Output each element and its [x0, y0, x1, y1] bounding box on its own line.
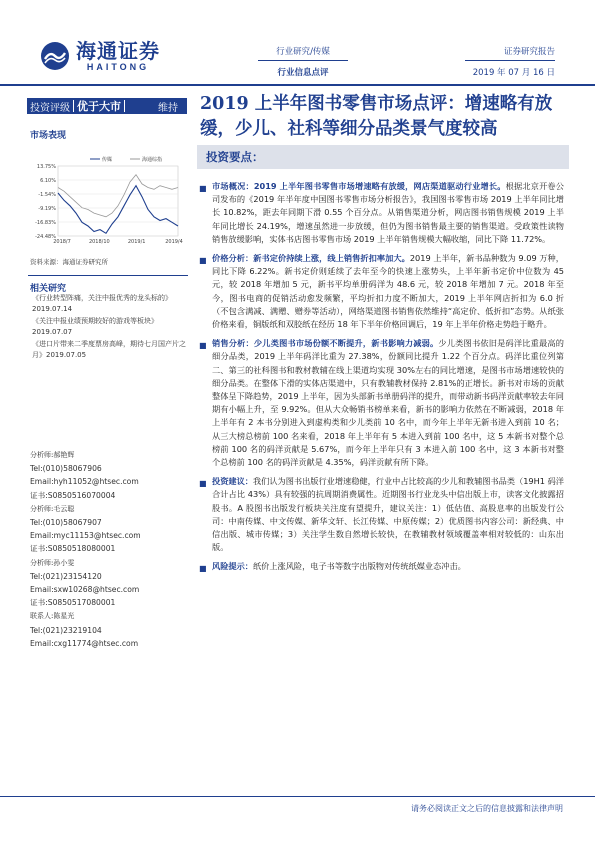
related-item-title[interactable]: 《进口片带来二季度票房高峰，期待七月国产片之月》: [32, 340, 186, 359]
related-section-title: 相关研究: [30, 284, 67, 294]
plot-area: [58, 166, 178, 236]
key-point-lead: 风险提示：: [212, 561, 253, 572]
company-logo: [40, 40, 160, 72]
x-tick-label: 2019/1: [127, 239, 146, 245]
related-list: [32, 293, 190, 362]
analyst-card: [30, 610, 190, 650]
x-tick-label: 2018/10: [88, 239, 110, 245]
analyst-role: 联系人:陈星光: [30, 612, 75, 621]
y-tick-label: -1.54%: [38, 192, 56, 198]
related-item[interactable]: [32, 293, 190, 315]
related-item-date: 2019.07.14: [32, 305, 73, 313]
bullet-icon: ■: [199, 479, 207, 489]
analyst-tel: Tel:(021)23154120: [30, 571, 102, 581]
key-point-lead: 市场概况：2019 上半年图书零售市场增速略有放缓，网店渠道驱动行业增长。: [212, 181, 506, 191]
header-divider-right: [465, 60, 555, 61]
analyst-tel: Tel:(021)23219104: [30, 625, 102, 635]
report-title: 2019 上半年图书零售市场点评：增速略有放缓，少儿、社科等细分品类景气度较高: [200, 94, 553, 139]
company-name-cn: 海通证券: [76, 39, 160, 63]
report-date: 2019 年 07 月 16 日: [472, 68, 555, 78]
footer-rule: [0, 796, 595, 797]
bullet-icon: ■: [199, 564, 207, 574]
x-tick-label: 2018/7: [53, 239, 71, 245]
y-tick-label: -9.19%: [38, 206, 56, 212]
header-divider-mid: [258, 60, 348, 61]
header-rule: [0, 84, 595, 86]
analyst-card: [30, 503, 190, 556]
rating-status: 维持: [158, 102, 178, 114]
key-point-lead: 价格分析：新书定价持续上涨，线上销售折扣率加大。: [212, 253, 410, 264]
key-point-text: 少儿类图书依旧是码洋比重最高的细分品类，2019 上半年码洋比重为 27.38%，份额同比提升 1.22 个百分点。码洋比重位列第二、第三的社科图书和教材教辅在线上渠道均实现 30%左右的同比增速，是图书市场增速较快的细分品类。在整体下滑的实体店渠道中，只有教辅教材保持 2.81%的正增长。新书对市场的贡献整体呈下降趋势，2019 上半年，因为头部新书单册码洋的提升，而带动新书码洋贡献率较去年同期有小幅上升，至 9.92%。但从大众畅销书榜单来看，新书的影响力依然在不断减弱，2018 年上半年有 2 本书分别进入到虚构类和少儿类前 10 名中，而今年上半年无新书进入到前 10 名；从三大榜总榜前 100 名来看，2018 年上半年有 5 本进入到前 100 名中，这 5 本新书对整个总榜前 100 名的码洋贡献是 5.67%，而今年上半年只有 3 本进入前 100 名中，这 3 本新书对整个总榜前 100 名的码洋贡献是 4.35%，码洋贡献有所下降。: [212, 338, 564, 468]
analyst-tel: Tel:(010)58067907: [30, 518, 102, 528]
analyst-email[interactable]: Email:hyh11052@htsec.com: [30, 477, 139, 487]
analyst-list: [30, 449, 190, 651]
key-point-paragraph: [199, 560, 564, 574]
analyst-cert: 证书:S0850517080001: [30, 598, 116, 608]
header-report-label: 证券研究报告: [503, 47, 555, 57]
series-line-index: [58, 175, 178, 217]
x-tick-label: 2019/4: [165, 239, 183, 245]
y-tick-label: 13.75%: [36, 164, 56, 170]
key-points-label: 投资要点：: [206, 150, 264, 164]
key-point-text: 纸价上涨风险，电子书等数字出版物对传统纸媒业态冲击。: [252, 561, 466, 572]
key-point-text: 2019 上半年，新书品种数为 9.09 万种，同比下降 6.22%。新书定价则延续了去年至今的快速上涨势头，上半年新书定价中位数为 45 元，较 2018 年增加 5 元，新书平均单册码洋为 48.6 元，较 2018 年增加 7 元。2018 年至今，图书电商的促销活动愈发频繁，平均折扣力度不断加大，2019 上半年网店折扣为 6.0 折（不包含满减、满赠、赠券等活动），网络渠道图书销售依然维持“高定价、低折扣”态势。从纸张价格来看，铜版纸和双胶纸在经历 18 年下半年价格回调后，19 年上半年价格走势趋于略升。: [212, 253, 564, 330]
series-line-media: [58, 186, 178, 234]
rating-label: 投资评级: [30, 102, 70, 114]
key-point-text: 我们认为图书出版行业增速稳健，行业中占比较高的少儿和教辅图书品类（19H1 码洋合计占比 43%）具有较强的抗周期消费属性。近期图书行业龙头中信出版上市，读客文化披露招股书。A 股图书出版发行板块关注度有望提升，建议关注：1）低估值、高股息率的出版发行公司：中南传媒、中文传媒、新华文轩、长江传媒、中原传媒；2）优质图书内容公司：新经典、中信出版、城市传媒；3）关注学生数自然增长较快，在教辅教材领域覆盖率相对较低的：山东出版。: [212, 476, 564, 553]
market-section-title: 市场表现: [30, 131, 67, 141]
company-name-en: HAITONG: [86, 62, 150, 72]
related-item-date: 2019.07.05: [46, 351, 87, 359]
y-tick-label: 6.10%: [40, 178, 56, 184]
key-point-lead: 投资建议：: [212, 476, 253, 487]
bullet-icon: ■: [199, 341, 207, 351]
related-item[interactable]: [32, 339, 190, 361]
analyst-cert: 证书:S0850518080001: [30, 544, 116, 554]
y-tick-label: -24.48%: [35, 234, 56, 240]
key-point-paragraph: [199, 475, 564, 554]
key-point-text: 根据北京开卷公司发布的《2019 年半年度中国图书零售市场分析报告》，我国图书零售市场 2019 上半年同比增长 10.82%，距去年同期下滑 0.55 个百分点。从销售渠道分析，网店图书销售规模 2019 上半年同比增长 24.19%，增速虽然进一步放缓，但仍为图书销售最主要的销售渠道。受政策性读物销售放缓影响，实体书店图书零售市场 2019 上半年销售规模大幅收缩，同比下降 11.72%。: [212, 181, 564, 244]
footer-disclaimer: 请务必阅读正文之后的信息披露和法律声明: [411, 804, 563, 813]
key-point-paragraph: [199, 252, 564, 331]
key-points-bar: [197, 145, 569, 169]
analyst-cert: 证书:S0850516070004: [30, 490, 116, 500]
rating-divider: [124, 100, 125, 112]
rating-box: [27, 98, 187, 114]
analyst-role: 分析师:郝艳辉: [30, 451, 75, 459]
key-point-paragraph: [199, 180, 564, 246]
analyst-card: [30, 449, 190, 502]
analyst-role: 分析师:孙小雯: [30, 558, 75, 567]
market-divider: [28, 275, 188, 276]
key-point-lead: 销售分析：少儿类图书市场份额不断提升，新书影响力减弱。: [212, 338, 439, 349]
related-item-title[interactable]: 《关注中报业绩预期较好的游戏等板块》: [32, 317, 158, 325]
legend-label: 海通综指: [142, 157, 163, 163]
related-item[interactable]: [32, 316, 190, 338]
legend-label: 传媒: [102, 157, 113, 163]
bullet-icon: ■: [199, 256, 207, 266]
haitong-logo-icon: [40, 41, 70, 71]
analyst-email[interactable]: Email:sxw10268@htsec.com: [30, 585, 140, 595]
related-item-date: 2019.07.07: [32, 328, 73, 336]
y-tick-label: -16.83%: [35, 220, 56, 226]
key-points-body: [199, 180, 564, 580]
analyst-tel: Tel:(010)58067906: [30, 464, 102, 474]
key-point-paragraph: [199, 337, 564, 469]
related-item-title[interactable]: 《行业转型阵痛，关注中报优秀的龙头标的》: [32, 294, 172, 302]
header-industry: 行业研究/传媒: [276, 47, 330, 57]
chart-source: 资料来源：海通证券研究所: [30, 258, 108, 266]
rating-value: 优于大市: [77, 100, 121, 113]
analyst-email[interactable]: Email:cxg11774@htsec.com: [30, 638, 139, 648]
bullet-icon: ■: [199, 184, 207, 193]
market-chart: [28, 150, 188, 250]
analyst-card: [30, 557, 190, 610]
header-report-type: 行业信息点评: [277, 68, 329, 78]
analyst-role: 分析师:毛云聪: [30, 504, 75, 513]
analyst-email[interactable]: Email:myc11153@htsec.com: [30, 531, 141, 541]
